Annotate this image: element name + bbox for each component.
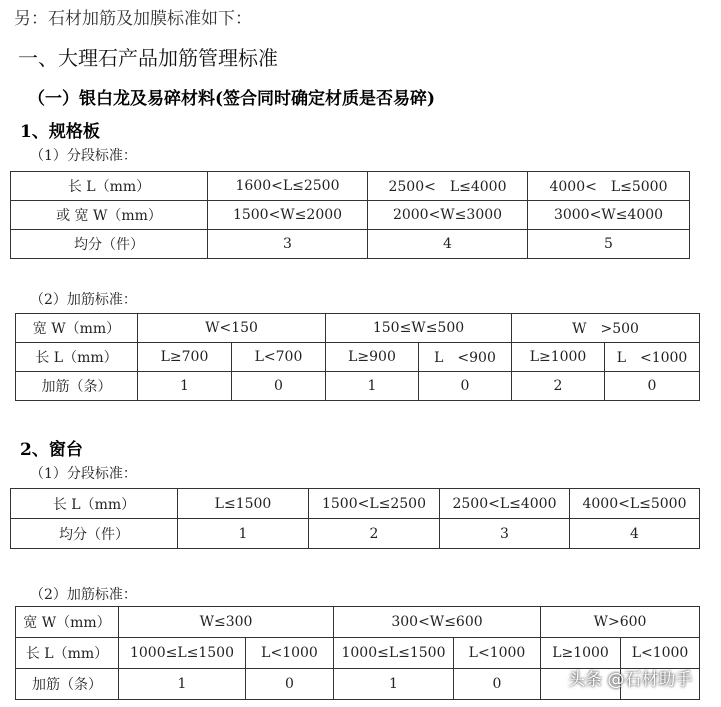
table-cell: 均分（件）	[11, 519, 178, 549]
table-cell: 长 L（mm）	[11, 489, 178, 519]
table-cell: 加筋（条）	[16, 669, 119, 700]
table-cell: 1	[138, 372, 232, 401]
table-cell: 0	[419, 372, 512, 401]
table-cell: L <1000	[605, 343, 700, 372]
table-cell: L≥1000	[541, 638, 621, 669]
item-heading-windowsill: 2、窗台	[20, 440, 83, 460]
table-cell: 2	[512, 372, 605, 401]
table-row	[16, 314, 700, 343]
table-cell: L≥700	[138, 343, 232, 372]
table-row	[16, 372, 700, 401]
table-cell: 0	[246, 669, 334, 700]
rib-standard-label: （2）加筋标准：	[30, 292, 137, 308]
table-cell: 2500<L≤4000	[440, 489, 570, 519]
table-cell: 3000<W≤4000	[528, 201, 690, 230]
table-cell: 长 L（mm）	[16, 343, 138, 372]
table-cell: W>600	[541, 607, 700, 638]
table-cell: L<1000	[246, 638, 334, 669]
table-cell: L <900	[419, 343, 512, 372]
section-heading: 一、大理石产品加筋管理标准	[18, 46, 278, 70]
table-row	[16, 638, 700, 669]
table-cell: 宽 W（mm）	[16, 607, 119, 638]
table-cell: 宽 W（mm）	[16, 314, 138, 343]
subsection-heading: （一）银白龙及易碎材料(签合同时确定材质是否易碎)	[28, 89, 436, 109]
spec-board-rib-table	[15, 313, 700, 401]
windowsill-segment-table	[10, 488, 700, 549]
table-cell: 1600<L≤2500	[208, 172, 368, 201]
table-cell: 加筋（条）	[16, 372, 138, 401]
table-cell: 4000<L≤5000	[570, 489, 700, 519]
table-cell: 3	[440, 519, 570, 549]
table-cell: L≤1500	[178, 489, 309, 519]
table-cell: L<700	[232, 343, 326, 372]
table-cell: 1	[119, 669, 246, 700]
table-cell: L≥1000	[512, 343, 605, 372]
rib-standard-label: （2）加筋标准：	[30, 587, 137, 603]
table-cell: 2000<W≤3000	[368, 201, 528, 230]
table-cell: 1	[326, 372, 419, 401]
table-cell: 4000< L≤5000	[528, 172, 690, 201]
table-cell: 2500< L≤4000	[368, 172, 528, 201]
table-cell: 长 L（mm）	[11, 172, 208, 201]
table-cell: 0	[605, 372, 700, 401]
table-row	[11, 201, 690, 230]
table-row	[11, 230, 690, 259]
segment-standard-label: （1）分段标准：	[30, 466, 137, 482]
table-cell: 3	[208, 230, 368, 259]
intro-text: 另：石材加筋及加膜标准如下：	[14, 9, 252, 29]
table-cell: 0	[232, 372, 326, 401]
item-heading-spec-board: 1、规格板	[20, 122, 100, 142]
table-cell: 或 宽 W（mm）	[11, 201, 208, 230]
table-cell: L<1000	[621, 638, 700, 669]
table-cell: 均分（件）	[11, 230, 208, 259]
table-row	[16, 343, 700, 372]
table-row	[16, 607, 700, 638]
table-cell: 长 L（mm）	[16, 638, 119, 669]
table-cell: 0	[454, 669, 541, 700]
table-cell: 4	[570, 519, 700, 549]
table-cell: 5	[528, 230, 690, 259]
table-cell: 2	[309, 519, 440, 549]
table-cell: 1500<W≤2000	[208, 201, 368, 230]
table-cell: W<150	[138, 314, 326, 343]
table-cell: 1000≤L≤1500	[334, 638, 454, 669]
table-cell: W >500	[512, 314, 700, 343]
table-cell: 300<W≤600	[334, 607, 541, 638]
watermark: 头条 @石材助手	[568, 670, 693, 690]
table-row	[11, 172, 690, 201]
table-cell: L<1000	[454, 638, 541, 669]
table-row	[11, 489, 700, 519]
table-cell: 1	[178, 519, 309, 549]
spec-board-segment-table	[10, 171, 690, 259]
table-cell: L≥900	[326, 343, 419, 372]
table-cell: 150≤W≤500	[326, 314, 512, 343]
table-row	[11, 519, 700, 549]
table-cell: 1500<L≤2500	[309, 489, 440, 519]
table-cell: 4	[368, 230, 528, 259]
table-cell: 1000≤L≤1500	[119, 638, 246, 669]
table-cell: 1	[334, 669, 454, 700]
segment-standard-label: （1）分段标准：	[30, 148, 137, 164]
table-cell: W≤300	[119, 607, 334, 638]
